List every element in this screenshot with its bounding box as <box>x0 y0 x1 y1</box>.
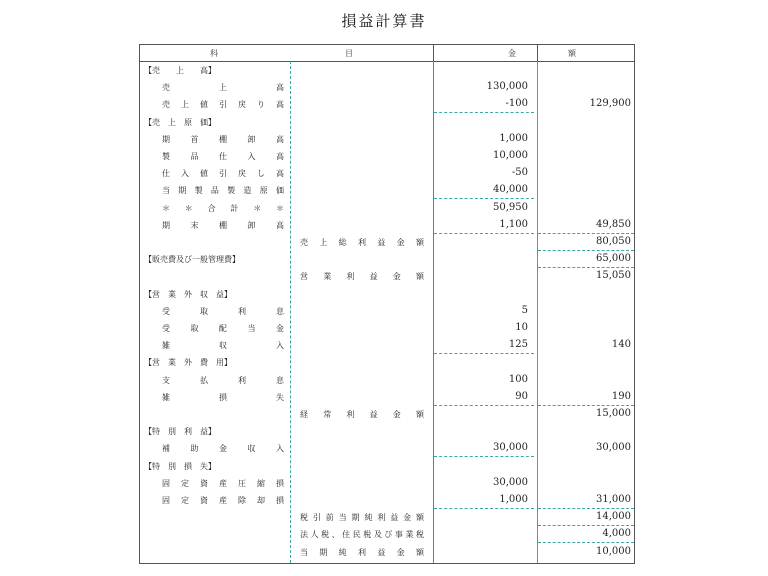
row-label: 【営 業 外 費 用】 <box>144 358 232 368</box>
row-total-amount: 10,000 <box>596 545 631 557</box>
underline <box>538 405 634 406</box>
row-label: 売 上 高 <box>162 83 284 93</box>
table-row <box>140 373 634 389</box>
row-label: 【販売費及び一般管理費】 <box>144 255 240 265</box>
table-row <box>140 218 634 234</box>
row-total-amount: 140 <box>611 339 631 351</box>
header-divider <box>433 45 434 61</box>
header-divider <box>537 45 538 61</box>
underline <box>434 353 534 354</box>
table-row <box>140 390 634 406</box>
row-label: 固定資産圧縮損 <box>162 478 284 488</box>
table-row <box>140 510 634 526</box>
header-item-b: 目 <box>345 49 353 58</box>
header-amount-b: 額 <box>568 49 576 58</box>
table-row <box>140 97 634 113</box>
row-detail-amount: -50 <box>511 167 528 179</box>
table-header <box>140 45 634 62</box>
row-total-amount: 49,850 <box>596 218 631 230</box>
table-row <box>140 407 634 423</box>
table-row <box>140 355 634 371</box>
row-detail-amount: 30,000 <box>493 442 528 454</box>
row-total-amount: 14,000 <box>596 511 631 523</box>
underline <box>434 405 534 406</box>
table-row <box>140 321 634 337</box>
row-label: 仕入値引戻し高 <box>162 169 284 179</box>
row-label: 受取利息 <box>162 306 284 316</box>
row-detail-amount: 10 <box>515 322 528 333</box>
table-row <box>140 166 634 182</box>
row-label: 雑収入 <box>162 341 284 351</box>
row-label: 【営 業 外 収 益】 <box>144 289 232 299</box>
table-row <box>140 235 634 251</box>
underline <box>434 233 534 234</box>
row-subtotal-label: 経常利益金額 <box>300 410 424 419</box>
page-title: 損益計算書 <box>341 12 427 30</box>
row-label: 雑損失 <box>162 392 284 402</box>
underline <box>538 250 634 251</box>
table-row <box>140 269 634 285</box>
row-total-amount: 190 <box>611 390 631 402</box>
underline <box>434 456 534 457</box>
row-label: 【売 上 高】 <box>144 66 216 75</box>
row-total-amount: 15,000 <box>596 408 631 419</box>
row-detail-amount: 1,100 <box>499 218 528 230</box>
row-label: 当期製品製造原価 <box>162 186 284 196</box>
row-label: 支払利息 <box>162 375 284 385</box>
row-detail-amount: 130,000 <box>486 81 528 93</box>
table-row <box>140 63 634 79</box>
table-row <box>140 338 634 354</box>
row-total-amount: 31,000 <box>596 494 631 505</box>
row-detail-amount: 90 <box>515 390 528 402</box>
row-label: 【売 上 原 価】 <box>144 117 216 127</box>
row-subtotal-label: 法人税、住民税及び事業税 <box>300 530 424 540</box>
row-detail-amount: 40,000 <box>493 184 528 196</box>
row-total-amount: 15,050 <box>596 270 631 282</box>
row-detail-amount: 1,000 <box>499 494 528 505</box>
underline <box>538 233 634 234</box>
table-row <box>140 132 634 148</box>
underline <box>434 198 534 199</box>
table-row <box>140 149 634 165</box>
table-row <box>140 441 634 457</box>
header-amount-a: 金 <box>508 49 516 58</box>
row-label: 【特 別 利 益】 <box>144 427 216 437</box>
underline <box>538 267 634 268</box>
row-total-amount: 4,000 <box>602 528 631 540</box>
table-row <box>140 80 634 96</box>
row-detail-amount: 1,000 <box>499 132 528 144</box>
table-row <box>140 476 634 492</box>
table-row <box>140 115 634 131</box>
row-total-amount: 65,000 <box>596 253 631 265</box>
row-total-amount: 129,900 <box>589 98 631 110</box>
row-subtotal-label: 税引前当期純利益金額 <box>300 513 424 523</box>
table-row <box>140 424 634 440</box>
row-detail-amount: 100 <box>508 373 528 385</box>
row-label: 期首棚卸高 <box>162 134 284 144</box>
header-item-a: 科 <box>210 49 218 58</box>
row-label: ＊＊合計＊＊ <box>162 203 284 213</box>
table-row <box>140 545 634 561</box>
table-row <box>140 459 634 475</box>
row-detail-amount: 5 <box>521 304 528 316</box>
underline <box>434 112 534 113</box>
row-subtotal-label: 当期純利益金額 <box>300 547 424 557</box>
row-label: 受取配当金 <box>162 324 284 333</box>
row-label: 固定資産除却損 <box>162 496 284 505</box>
row-detail-amount: 125 <box>508 339 528 351</box>
row-label: 期末棚卸高 <box>162 220 284 230</box>
row-subtotal-label: 営業利益金額 <box>300 272 424 282</box>
table-row <box>140 287 634 303</box>
underline <box>538 508 634 509</box>
row-label: 売上値引戻り高 <box>162 100 284 110</box>
underline <box>434 508 534 509</box>
row-label: 製品仕入高 <box>162 152 284 161</box>
underline <box>538 525 634 526</box>
income-statement-table <box>139 44 635 564</box>
table-row <box>140 527 634 543</box>
row-total-amount: 30,000 <box>596 442 631 454</box>
row-detail-amount: 50,950 <box>493 201 528 213</box>
table-row <box>140 304 634 320</box>
table-row <box>140 201 634 217</box>
table-row <box>140 493 634 509</box>
table-row <box>140 183 634 199</box>
row-subtotal-label: 売上総利益金額 <box>300 238 424 247</box>
row-total-amount: 80,050 <box>596 236 631 247</box>
row-label: 補助金収入 <box>162 444 284 454</box>
row-detail-amount: 30,000 <box>493 476 528 488</box>
row-detail-amount: -100 <box>505 98 528 110</box>
row-label: 【特 別 損 失】 <box>144 461 216 471</box>
table-row <box>140 252 634 268</box>
underline <box>538 542 634 543</box>
row-detail-amount: 10,000 <box>493 150 528 161</box>
